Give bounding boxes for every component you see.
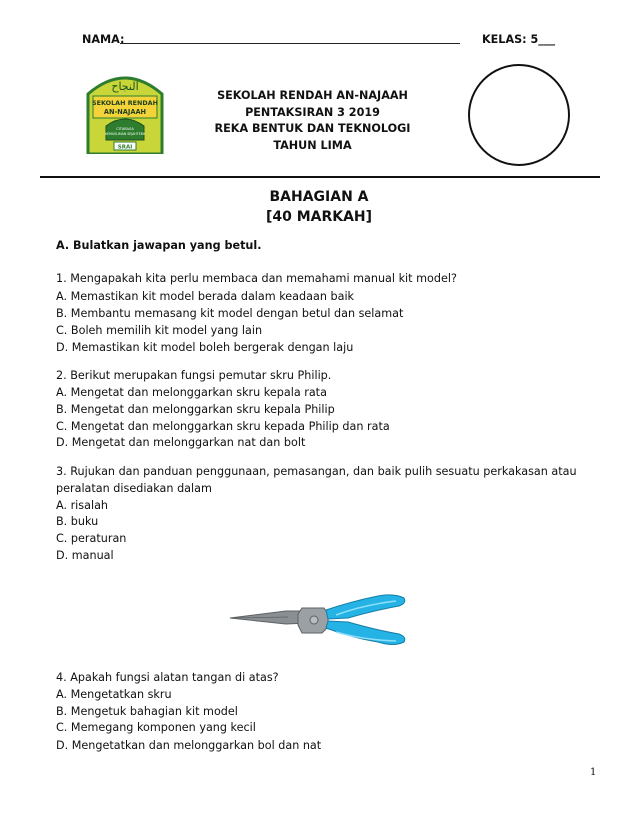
pliers-image xyxy=(228,594,408,648)
logo-line2: AN-NAJAAH xyxy=(103,108,147,116)
logo-arabic-text: النجاح xyxy=(111,80,139,93)
question-2-option-d[interactable]: D. Mengetat dan melonggarkan nat dan bolt xyxy=(56,436,306,449)
question-1-option-d[interactable]: D. Memastikan kit model boleh bergerak dengan laju xyxy=(56,341,354,354)
nama-blank-line[interactable] xyxy=(120,43,460,44)
section-marks: [40 MARKAH] xyxy=(265,209,373,225)
assessment-title: PENTAKSIRAN 3 2019 xyxy=(245,106,380,119)
question-2-option-b[interactable]: B. Mengetat dan melonggarkan skru kepala Philip xyxy=(56,403,335,416)
page-number: 1 xyxy=(590,767,597,778)
subject-title: REKA BENTUK DAN TEKNOLOGI xyxy=(214,122,411,135)
logo-small1: CITARASA xyxy=(116,127,134,131)
pliers-icon xyxy=(228,594,408,648)
question-2-option-c[interactable]: C. Mengetat dan melonggarkan skru kepada Philip dan rata xyxy=(56,420,390,433)
question-2-stem: 2. Berikut merupakan fungsi pemutar skru Philip. xyxy=(56,369,332,382)
question-3-option-b[interactable]: B. buku xyxy=(56,515,99,528)
logo-label: SRAI xyxy=(117,144,133,151)
question-1-option-b[interactable]: B. Membantu memasang kit model dengan betul dan selamat xyxy=(56,307,404,320)
question-1-stem: 1. Mengapakah kita perlu membaca dan memahami manual kit model? xyxy=(56,272,457,285)
header-divider xyxy=(40,176,600,178)
section-title: BAHAGIAN A xyxy=(269,189,369,205)
question-4-option-a[interactable]: A. Mengetatkan skru xyxy=(56,688,172,701)
question-2-option-a[interactable]: A. Mengetat dan melonggarkan skru kepala rata xyxy=(56,386,327,399)
question-3-option-c[interactable]: C. peraturan xyxy=(56,532,127,545)
logo-small2: KEMUSLIMAN SEJAHTERA xyxy=(105,132,145,136)
school-logo xyxy=(84,68,166,154)
kelas-label: KELAS: 5___ xyxy=(482,33,556,46)
question-4-option-d[interactable]: D. Mengetatkan dan melonggarkan bol dan nat xyxy=(56,739,322,752)
school-name: SEKOLAH RENDAH AN-NAJAAH xyxy=(217,89,408,102)
instruction-text: A. Bulatkan jawapan yang betul. xyxy=(56,239,262,252)
score-circle xyxy=(468,64,570,166)
year-title: TAHUN LIMA xyxy=(273,139,352,152)
question-4-stem: 4. Apakah fungsi alatan tangan di atas? xyxy=(56,671,279,684)
nama-label: NAMA: xyxy=(82,33,125,46)
question-3-option-d[interactable]: D. manual xyxy=(56,549,114,562)
question-3-stem-line1: 3. Rujukan dan panduan penggunaan, pemasangan, dan baik pulih sesuatu perkakasan atau xyxy=(56,465,577,478)
question-4-option-c[interactable]: C. Memegang komponen yang kecil xyxy=(56,721,256,734)
question-1-option-c[interactable]: C. Boleh memilih kit model yang lain xyxy=(56,324,263,337)
question-4-option-b[interactable]: B. Mengetuk bahagian kit model xyxy=(56,705,238,718)
question-3-stem-line2: peralatan disediakan dalam xyxy=(56,482,212,495)
question-1-option-a[interactable]: A. Memastikan kit model berada dalam keadaan baik xyxy=(56,290,355,303)
question-3-option-a[interactable]: A. risalah xyxy=(56,499,109,512)
logo-line1: SEKOLAH RENDAH xyxy=(92,99,158,107)
